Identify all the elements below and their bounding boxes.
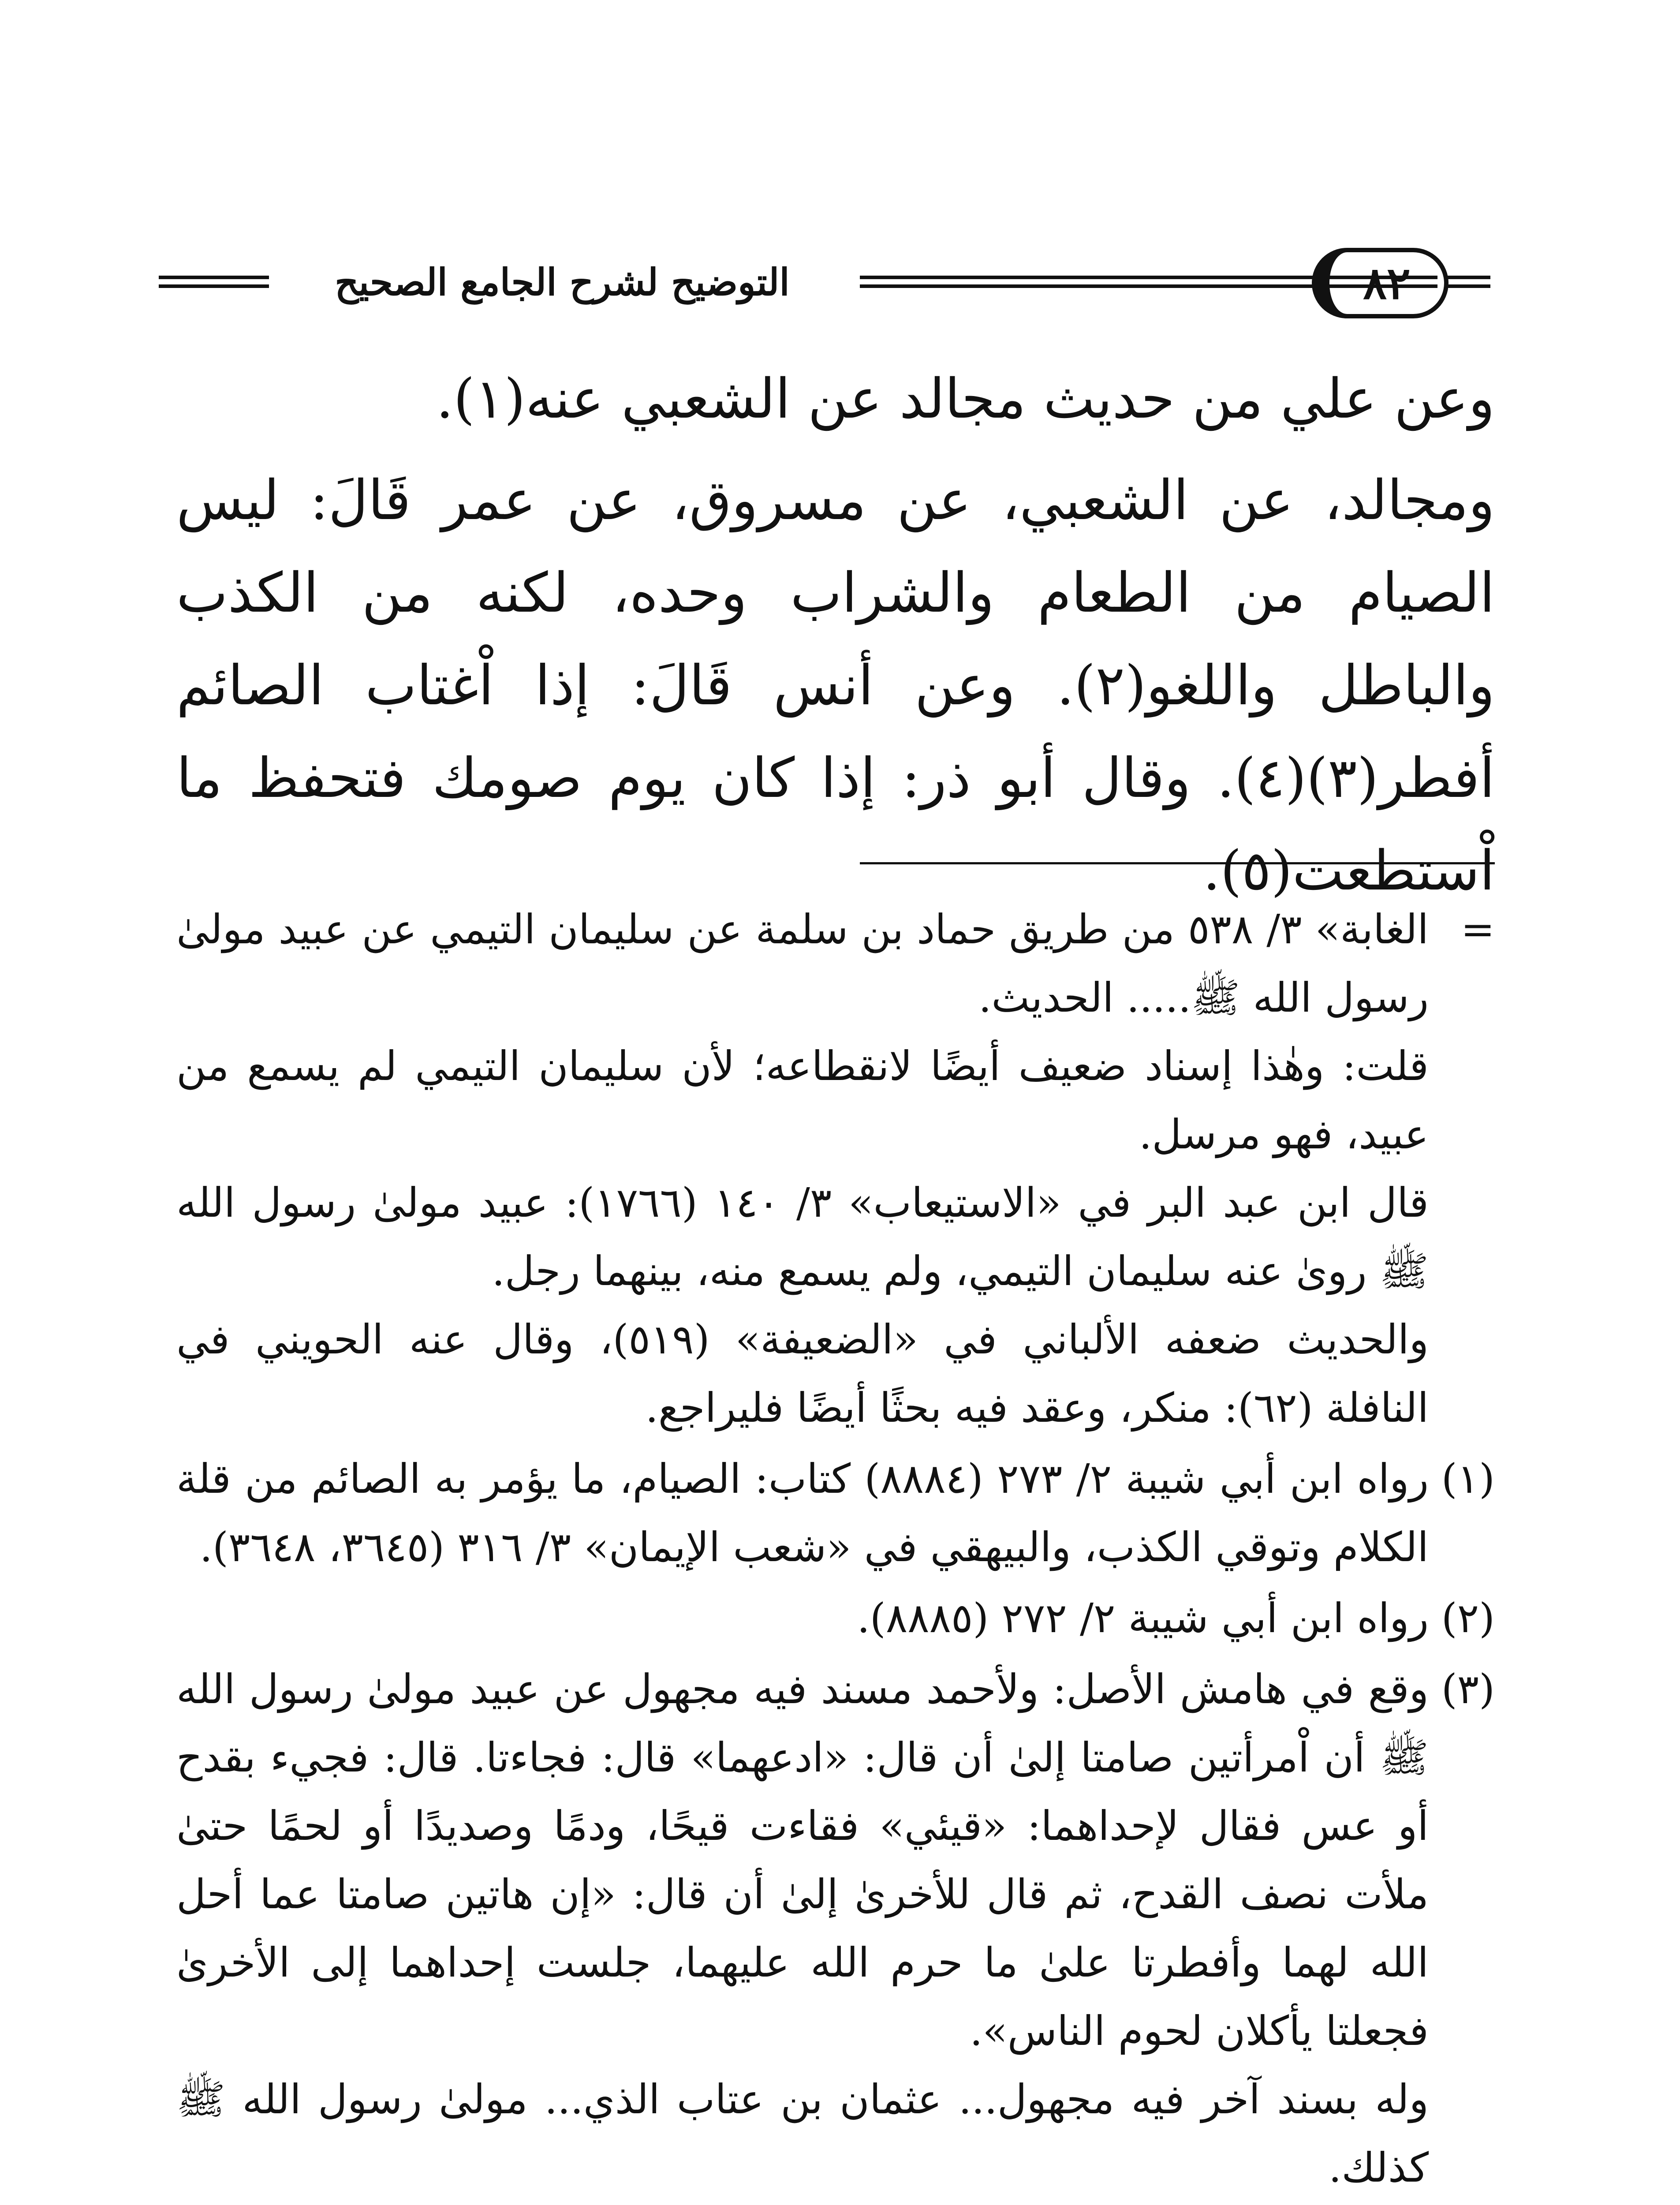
- footnote-body: [176, 1445, 1429, 1581]
- footnote-2: [176, 1584, 1495, 1652]
- main-paragraph: ومجالد، عن الشعبي، عن مسروق، عن عمر قَالَ: ليس الصيام من الطعام والشراب وحده، لكنه من الكذب والباطل واللغو(٢). وعن أنس قَالَ: إذا اْغتاب الصائم أفطر(٣)(٤). وقال أبو ذر: إذا كان يوم صومك فتحفظ ما اْستطعت(٥).: [176, 469, 1495, 903]
- header-rule-right: [1446, 276, 1490, 288]
- footnote-paragraph: قال ابن عبد البر في «الاستيعاب» ٣/ ١٤٠ (١٧٦٦): عبيد مولىٰ رسول الله ﷺ روىٰ عنه سليمان التيمي، ولم يسمع منه، بينهما رجل.: [176, 1179, 1429, 1295]
- footnotes: [176, 895, 1495, 2205]
- footnote-paragraph: الغابة» ٣/ ٥٣٨ من طريق حماد بن سلمة عن سليمان التيمي عن عبيد مولىٰ رسول الله ﷺ..... الحديث.: [176, 906, 1429, 1021]
- footnote-body: [176, 1655, 1429, 2205]
- main-text: [176, 353, 1495, 926]
- footnote-mark: (٢): [1441, 1595, 1495, 1642]
- running-header: [159, 238, 1490, 340]
- main-paragraph: وعن علي من حديث مجالد عن الشعبي عنه(١).: [436, 367, 1495, 431]
- footnote-mark: =: [1460, 906, 1495, 953]
- footnote-separator: [860, 862, 1495, 864]
- footnote-paragraph: رواه ابن أبي شيبة ٢/ ٢٧٣ (٨٨٨٤) كتاب: الصيام، ما يؤمر به الصائم من قلة الكلام وتوقي الكذب، والبيهقي في «شعب الإيمان» ٣/ ٣١٦ (٣٦٤٥، ٣٦٤٨).: [176, 1455, 1429, 1571]
- footnote-paragraph: وله بسند آخر فيه مجهول... عثمان بن عتاب الذي... مولىٰ رسول الله ﷺ كذلك.: [176, 2076, 1429, 2191]
- footnote-paragraph: رواه ابن أبي شيبة ٢/ ٢٧٢ (٨٨٨٥).: [857, 1595, 1429, 1642]
- footnote-mark: (٣): [1441, 1666, 1495, 1713]
- footnote-body: [176, 1584, 1429, 1652]
- page-number-badge: [1312, 248, 1449, 318]
- footnote-mark: (١): [1441, 1455, 1495, 1502]
- footnote-continuation: [176, 895, 1495, 1442]
- footnote-paragraph: والحديث ضعفه الألباني في «الضعيفة» (٥١٩)، وقال عنه الحويني في النافلة (٦٢): منكر، وعقد فيه بحثًا أيضًا فليراجع.: [176, 1316, 1429, 1431]
- footnote-paragraph: [176, 2202, 1429, 2205]
- footnote-3: [176, 1655, 1495, 2205]
- footnote-paragraph: قلت: وهٰذا إسناد ضعيف أيضًا لانقطاعه؛ لأن سليمان التيمي لم يسمع من عبيد، فهو مرسل.: [176, 1043, 1429, 1158]
- page-number: ٨٢: [1363, 257, 1411, 309]
- footnote-1: [176, 1445, 1495, 1581]
- footnote-body: [176, 895, 1429, 1442]
- book-title: التوضيح لشرح الجامع الصحيح: [335, 260, 790, 304]
- header-rule-left: [159, 276, 269, 288]
- footnote-paragraph: وقع في هامش الأصل: ولأحمد مسند فيه مجهول عن عبيد مولىٰ رسول الله ﷺ أن اْمرأتين صامتا إلىٰ أن قال: «ادعهما» قال: فجاءتا. قال: فجيء بقدح أو عس فقال لإحداهما: «قيئي» فقاءت قيحًا، ودمًا وصديدًا أو لحمًا حتىٰ ملأت نصف القدح، ثم قال للأخرىٰ إلىٰ أن قال: «إن هاتين صامتا عما أحل الله لهما وأفطرتا علىٰ ما حرم الله عليهما، جلست إحداهما إلى الأخرىٰ فجعلتا يأكلان لحوم الناس».: [176, 1666, 1429, 2055]
